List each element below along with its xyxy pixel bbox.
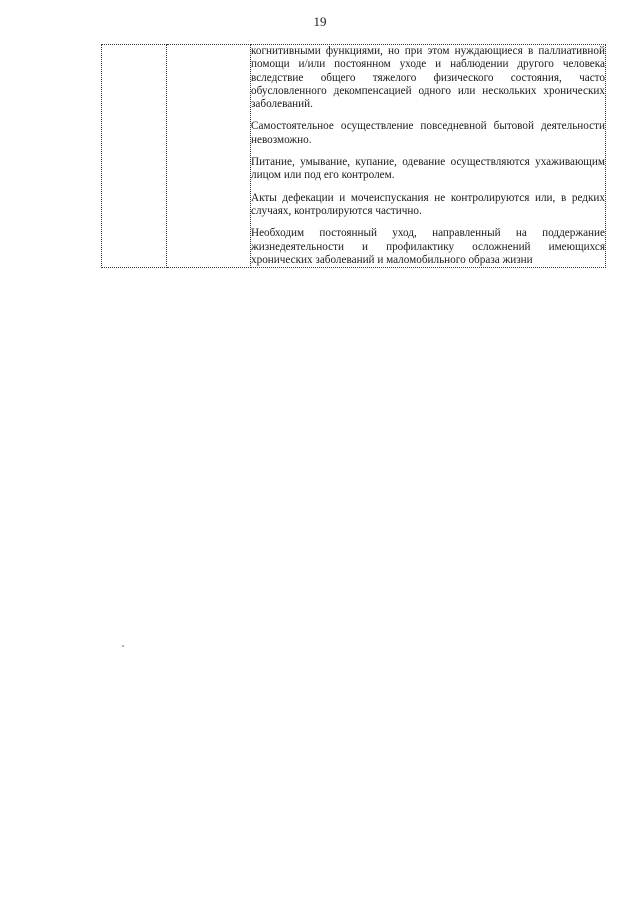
description-paragraph: когнитивными функциями, но при этом нуждающиеся в паллиативной помощи и/или постоянном уходе и наблюдении другого человека вследствие общего тяжелого физического состояния, часто обусловленного декомпенсацией одного или нескольких хронических заболеваний. (251, 45, 605, 111)
table-cell-first (102, 45, 167, 268)
table-cell-second (167, 45, 251, 268)
description-paragraph: Питание, умывание, купание, одевание осуществляются ухаживающим лицом или под его контролем. (251, 156, 605, 182)
scan-speck (122, 645, 124, 647)
page-number: 19 (313, 14, 327, 29)
description-paragraph: Необходим постоянный уход, направленный на поддержание жизнедеятельности и профилактику осложнений имеющихся хронических заболеваний и маломобильного образа жизни (251, 227, 605, 266)
document-table (101, 44, 606, 268)
table-cell-description (251, 45, 606, 268)
table-row (102, 45, 606, 268)
description-paragraph: Акты дефекации и мочеиспускания не контролируются или, в редких случаях, контролируются частично. (251, 191, 605, 217)
description-paragraph: Самостоятельное осуществление повседневной бытовой деятельности невозможно. (251, 120, 605, 146)
